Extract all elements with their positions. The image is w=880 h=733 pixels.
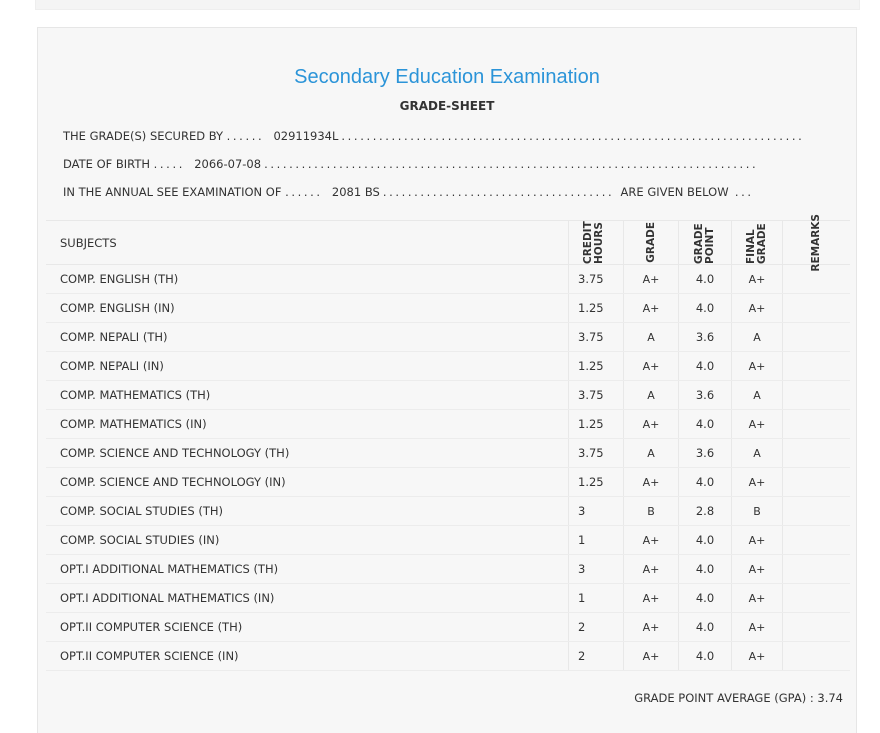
remarks: [783, 410, 850, 438]
grade: A+: [624, 613, 679, 641]
table-row: [46, 497, 850, 526]
credit-hours: 1: [569, 584, 624, 612]
grade: A: [624, 439, 679, 467]
exam-year: 2081 BS: [331, 185, 380, 199]
table-row: [46, 410, 850, 439]
grade: A+: [624, 555, 679, 583]
final-grade: A+: [732, 468, 783, 496]
remarks: [783, 323, 850, 351]
credit-hours: 2: [569, 642, 624, 670]
header-grade: GRADE: [644, 222, 657, 263]
exam-line: IN THE ANNUAL SEE EXAMINATION OF ...... 2081 BS ..................................... ARE GIVEN BELOW ...: [63, 185, 754, 199]
subject-name: COMP. NEPALI (IN): [46, 352, 569, 380]
grade-point: 4.0: [679, 294, 732, 322]
final-grade: A+: [732, 642, 783, 670]
grade-sheet-panel: [37, 27, 857, 733]
remarks: [783, 294, 850, 322]
subject-name: COMP. ENGLISH (TH): [46, 265, 569, 293]
header-final-grade: FINAL GRADE: [745, 223, 768, 264]
remarks: [783, 381, 850, 409]
exam-label: IN THE ANNUAL SEE EXAMINATION OF: [63, 185, 282, 199]
table-row: [46, 265, 850, 294]
table-row: [46, 381, 850, 410]
remarks: [783, 265, 850, 293]
secured-by-line: THE GRADE(S) SECURED BY ...... 02911934L ..........................................................................: [63, 129, 805, 143]
grade-point: 4.0: [679, 265, 732, 293]
grade-point: 3.6: [679, 381, 732, 409]
table-row: [46, 526, 850, 555]
grade: A: [624, 381, 679, 409]
subject-name: OPT.II COMPUTER SCIENCE (IN): [46, 642, 569, 670]
header-credit-hours: CREDIT HOURS: [582, 221, 605, 264]
grade: A+: [624, 584, 679, 612]
credit-hours: 3.75: [569, 265, 624, 293]
exam-title: Secondary Education Examination: [294, 66, 600, 88]
final-grade: A+: [732, 555, 783, 583]
final-grade: A: [732, 381, 783, 409]
subject-name: OPT.I ADDITIONAL MATHEMATICS (TH): [46, 555, 569, 583]
grade: A+: [624, 526, 679, 554]
grade: A+: [624, 265, 679, 293]
table-row: [46, 584, 850, 613]
final-grade: A: [732, 439, 783, 467]
credit-hours: 3.75: [569, 381, 624, 409]
grades-table: [46, 213, 850, 670]
credit-hours: 3: [569, 555, 624, 583]
grade-point: 3.6: [679, 439, 732, 467]
header-grade-point: GRADE POINT: [693, 223, 716, 264]
grade-point: 4.0: [679, 468, 732, 496]
grade-point: 4.0: [679, 352, 732, 380]
subject-name: COMP. MATHEMATICS (TH): [46, 381, 569, 409]
final-grade: A: [732, 323, 783, 351]
grade-point: 4.0: [679, 613, 732, 641]
subject-name: COMP. SOCIAL STUDIES (IN): [46, 526, 569, 554]
grade: A+: [624, 410, 679, 438]
header-remarks: REMARKS: [810, 213, 822, 272]
final-grade: A+: [732, 352, 783, 380]
subject-name: COMP. ENGLISH (IN): [46, 294, 569, 322]
table-row: [46, 439, 850, 468]
grade-point: 4.0: [679, 526, 732, 554]
subject-name: COMP. SCIENCE AND TECHNOLOGY (TH): [46, 439, 569, 467]
grade: A+: [624, 352, 679, 380]
credit-hours: 1.25: [569, 294, 624, 322]
remarks: [783, 642, 850, 670]
subject-name: OPT.I ADDITIONAL MATHEMATICS (IN): [46, 584, 569, 612]
table-row: [46, 613, 850, 642]
credit-hours: 3: [569, 497, 624, 525]
credit-hours: 1.25: [569, 410, 624, 438]
subject-name: COMP. SCIENCE AND TECHNOLOGY (IN): [46, 468, 569, 496]
secured-by-label: THE GRADE(S) SECURED BY: [63, 129, 224, 143]
grade: A+: [624, 468, 679, 496]
credit-hours: 2: [569, 613, 624, 641]
grade-point: 3.6: [679, 323, 732, 351]
header-subjects: SUBJECTS: [46, 221, 569, 264]
subject-name: COMP. NEPALI (TH): [46, 323, 569, 351]
dob-line: DATE OF BIRTH ..... 2066-07-08 ...............................................................................: [63, 157, 759, 171]
table-row: [46, 642, 850, 671]
final-grade: A+: [732, 526, 783, 554]
remarks: [783, 468, 850, 496]
remarks: [783, 584, 850, 612]
remarks: [783, 526, 850, 554]
remarks: [783, 439, 850, 467]
subject-name: COMP. SOCIAL STUDIES (TH): [46, 497, 569, 525]
top-panel-edge: [35, 0, 860, 10]
grade-point: 4.0: [679, 642, 732, 670]
credit-hours: 1.25: [569, 468, 624, 496]
symbol-number: 02911934L: [273, 129, 339, 143]
remarks: [783, 613, 850, 641]
final-grade: A+: [732, 584, 783, 612]
grade-sheet-heading: GRADE-SHEET: [399, 99, 495, 113]
subject-name: OPT.II COMPUTER SCIENCE (TH): [46, 613, 569, 641]
credit-hours: 3.75: [569, 323, 624, 351]
final-grade: A+: [732, 410, 783, 438]
grade: A+: [624, 642, 679, 670]
grade: A: [624, 323, 679, 351]
table-row: [46, 294, 850, 323]
table-row: [46, 323, 850, 352]
grade-point: 4.0: [679, 555, 732, 583]
final-grade: A+: [732, 265, 783, 293]
table-row: [46, 468, 850, 497]
given-below-label: ARE GIVEN BELOW: [620, 185, 729, 199]
remarks: [783, 497, 850, 525]
gpa-summary: GRADE POINT AVERAGE (GPA) : 3.74: [634, 691, 843, 705]
final-grade: A+: [732, 294, 783, 322]
dob-label: DATE OF BIRTH: [63, 157, 151, 171]
final-grade: B: [732, 497, 783, 525]
grade-point: 4.0: [679, 584, 732, 612]
table-row: [46, 555, 850, 584]
subject-name: COMP. MATHEMATICS (IN): [46, 410, 569, 438]
grade-point: 2.8: [679, 497, 732, 525]
dob-value: 2066-07-08: [194, 157, 262, 171]
table-row: [46, 352, 850, 381]
table-header: [46, 213, 850, 272]
credit-hours: 1: [569, 526, 624, 554]
grade: B: [624, 497, 679, 525]
grade: A+: [624, 294, 679, 322]
remarks: [783, 352, 850, 380]
grade-point: 4.0: [679, 410, 732, 438]
credit-hours: 1.25: [569, 352, 624, 380]
final-grade: A+: [732, 613, 783, 641]
credit-hours: 3.75: [569, 439, 624, 467]
remarks: [783, 555, 850, 583]
